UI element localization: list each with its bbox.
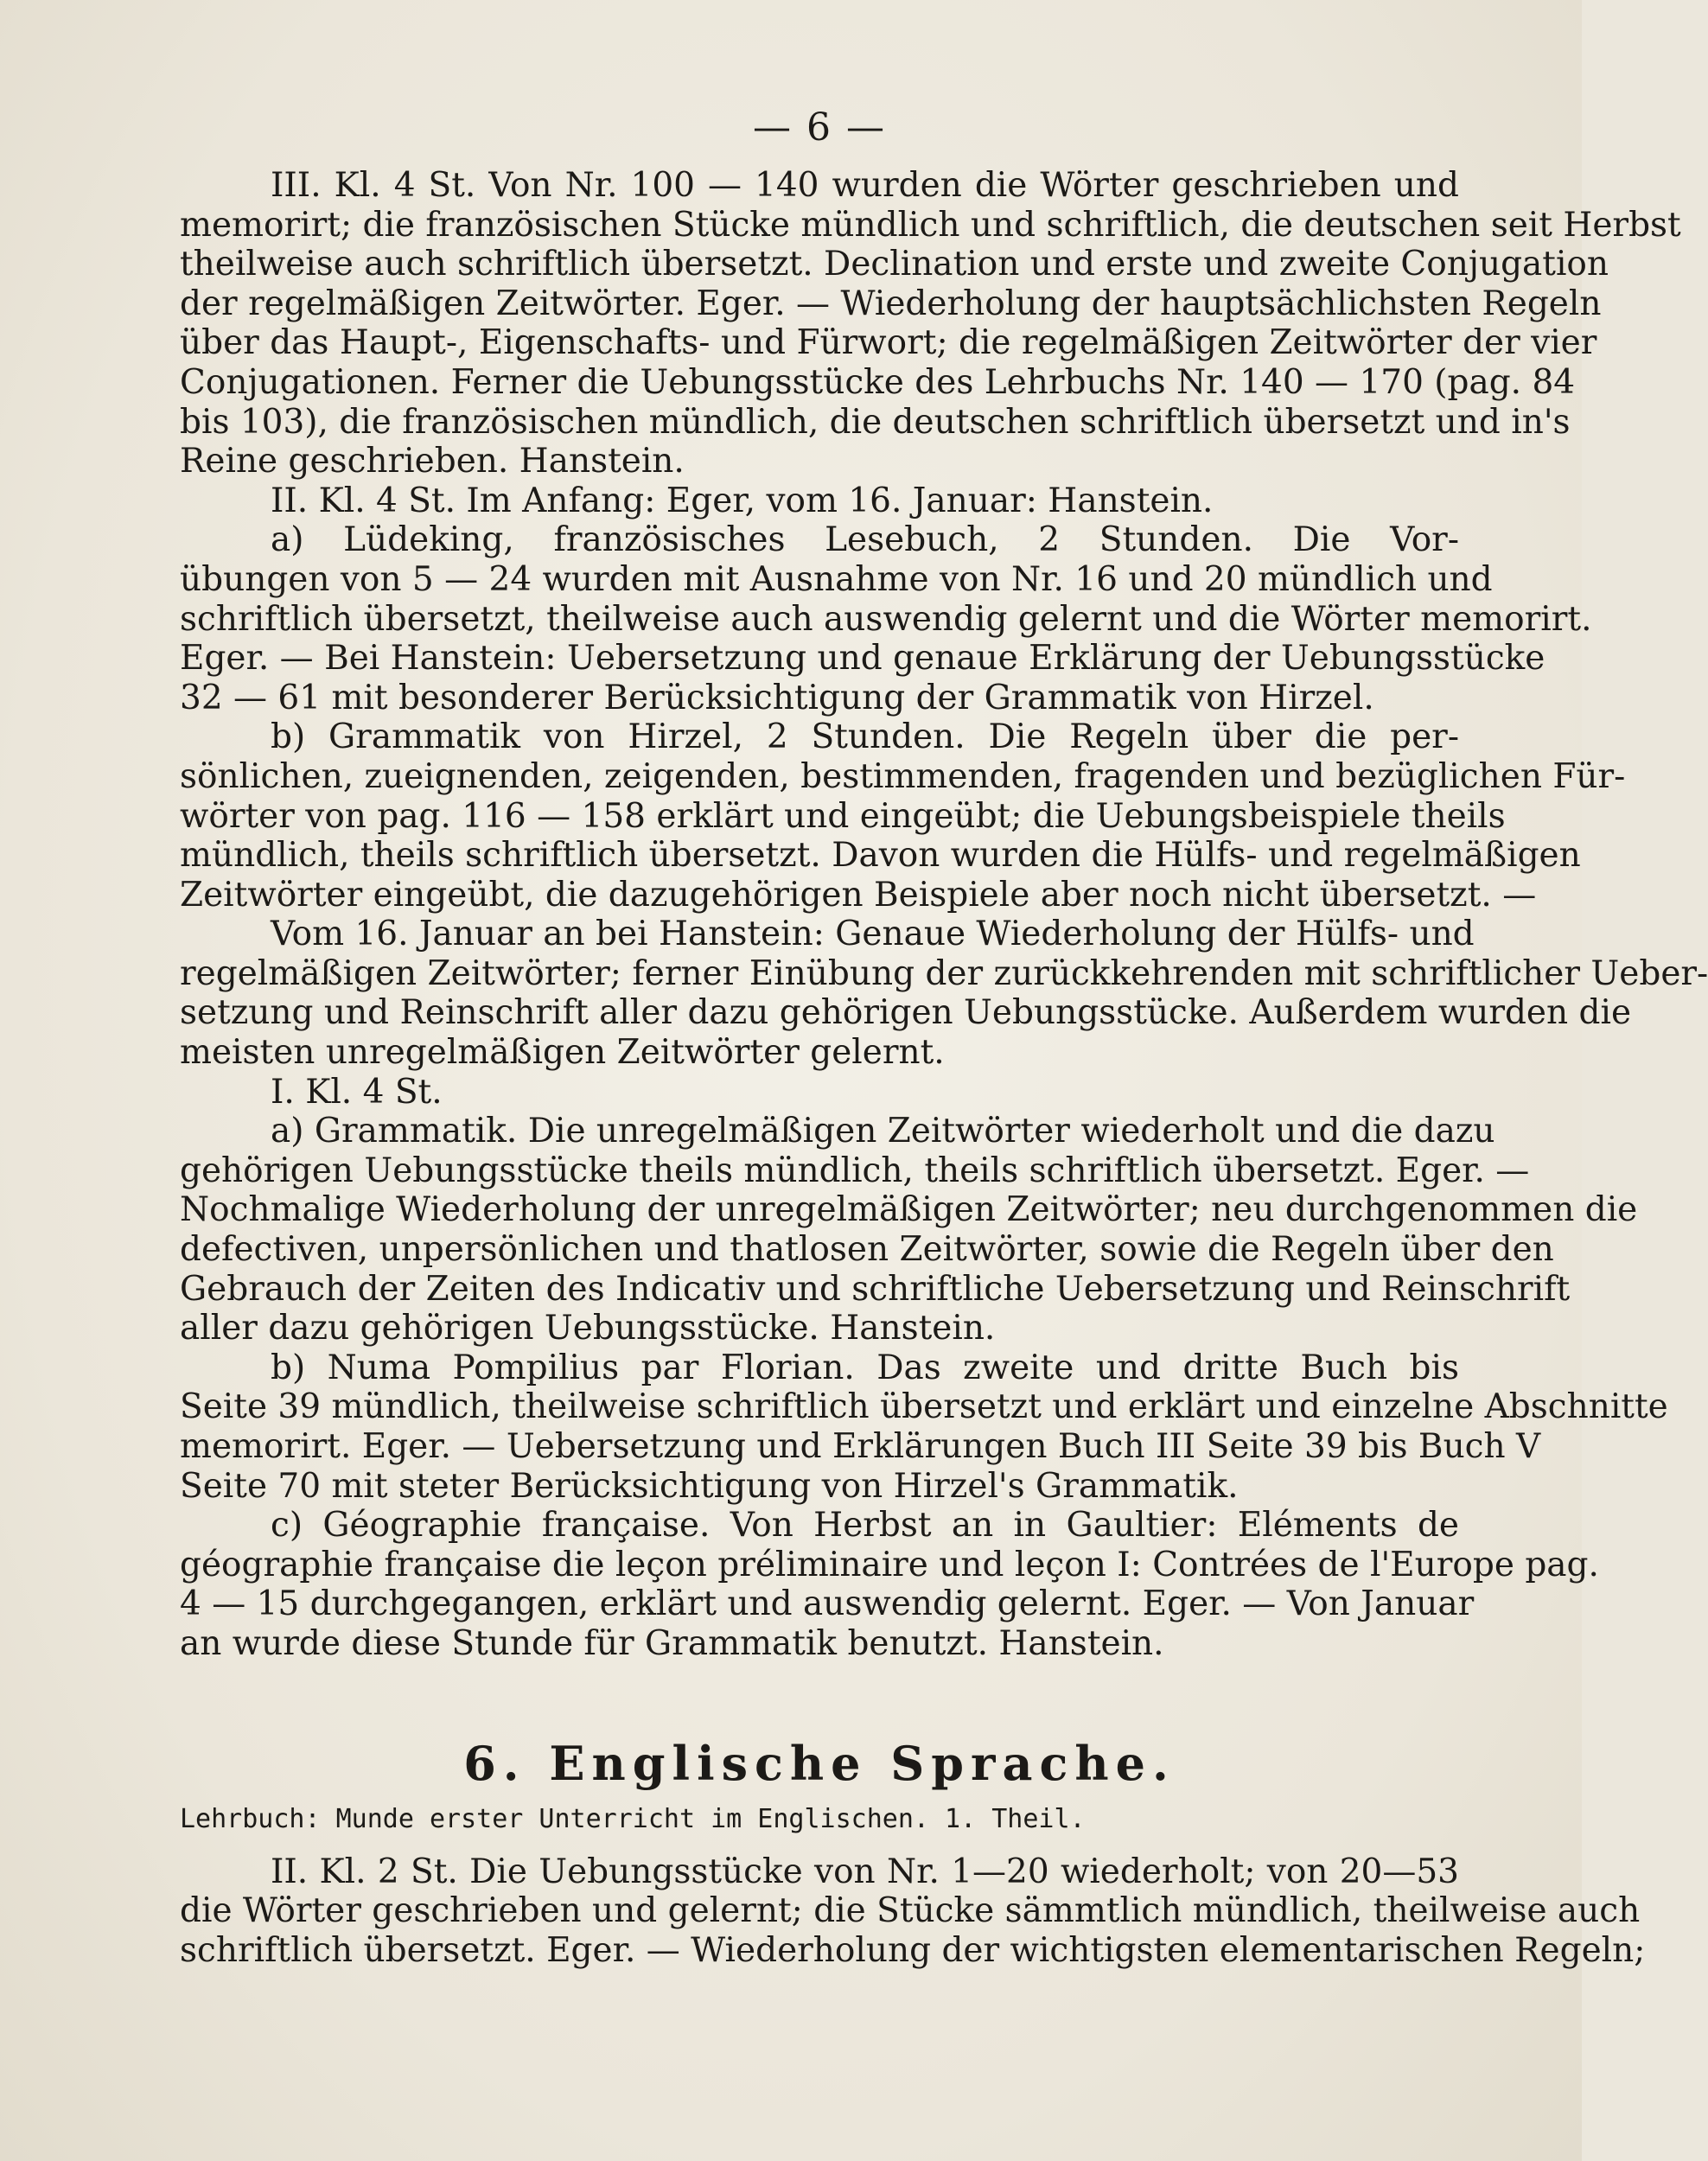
text-line: I. Kl. 4 St. bbox=[271, 1072, 443, 1112]
text-line: Seite 39 mündlich, theilweise schriftlich übersetzt und erklärt und einzelne Abschnitte bbox=[180, 1387, 1668, 1427]
text-line: sönlichen, zueignenden, zeigenden, bestimmenden, fragenden und bezüglichen Für- bbox=[180, 756, 1626, 796]
text-line: wörter von pag. 116 — 158 erklärt und eingeübt; die Uebungsbeispiele theils bbox=[180, 796, 1506, 836]
text-line: an wurde diese Stunde für Grammatik benutzt. Hanstein. bbox=[180, 1623, 1164, 1663]
text-line: III. Kl. 4 St. Von Nr. 100 — 140 wurden die Wörter geschrieben und bbox=[271, 166, 1459, 205]
text-line: b) Grammatik von Hirzel, 2 Stunden. Die Regeln über die per- bbox=[271, 717, 1459, 757]
textbook-line: Lehrbuch: Munde erster Unterricht im Englischen. 1. Theil. bbox=[180, 1803, 1086, 1834]
page-number: — 6 — bbox=[753, 105, 886, 150]
text-line: die Wörter geschrieben und gelernt; die Stücke sämmtlich mündlich, theilweise auch bbox=[180, 1891, 1641, 1931]
text-line: II. Kl. 2 St. Die Uebungsstücke von Nr. 1—20 wiederholt; von 20—53 bbox=[271, 1852, 1459, 1891]
class-ii-paragraph bbox=[180, 481, 1708, 1073]
section-heading: 6. Englische Sprache. bbox=[463, 1735, 1176, 1791]
text-line: bis 103), die französischen mündlich, die deutschen schriftlich übersetzt und in's bbox=[180, 402, 1571, 442]
text-line: a) Grammatik. Die unregelmäßigen Zeitwörter wiederholt und die dazu bbox=[271, 1112, 1495, 1151]
text-line: über das Haupt-, Eigenschafts- und Fürwort; die regelmäßigen Zeitwörter der vier bbox=[180, 323, 1597, 363]
text-line: memorirt; die französischen Stücke mündlich und schriftlich, die deutschen seit Herbst bbox=[180, 205, 1681, 245]
text-line: c) Géographie française. Von Herbst an in Gaultier: Eléments de bbox=[271, 1506, 1459, 1546]
text-line: theilweise auch schriftlich übersetzt. Declination und erste und zweite Conjugation bbox=[180, 245, 1609, 284]
text-line: schriftlich übersetzt. Eger. — Wiederholung der wichtigsten elementarischen Regeln; bbox=[180, 1930, 1646, 1970]
text-line: der regelmäßigen Zeitwörter. Eger. — Wiederholung der hauptsächlichsten Regeln bbox=[180, 284, 1602, 323]
text-line: aller dazu gehörigen Uebungsstücke. Hanstein. bbox=[180, 1309, 996, 1348]
class-iii-paragraph bbox=[180, 166, 1681, 481]
text-line: Vom 16. Januar an bei Hanstein: Genaue Wiederholung der Hülfs- und bbox=[271, 915, 1475, 954]
text-line: Nochmalige Wiederholung der unregelmäßigen Zeitwörter; neu durchgenommen die bbox=[180, 1190, 1638, 1230]
text-line: II. Kl. 4 St. Im Anfang: Eger, vom 16. Januar: Hanstein. bbox=[271, 481, 1214, 520]
text-line: regelmäßigen Zeitwörter; ferner Einübung der zurückkehrenden mit schriftlicher Ueber- bbox=[180, 953, 1708, 993]
text-line: Seite 70 mit steter Berücksichtigung von Hirzel's Grammatik. bbox=[180, 1466, 1239, 1506]
page-content bbox=[180, 102, 1708, 1970]
text-line: memorirt. Eger. — Uebersetzung und Erklärungen Buch III Seite 39 bis Buch V bbox=[180, 1427, 1541, 1466]
text-line: b) Numa Pompilius par Florian. Das zweite und dritte Buch bis bbox=[271, 1348, 1459, 1387]
text-line: meisten unregelmäßigen Zeitwörter gelernt. bbox=[180, 1033, 945, 1073]
text-line: 4 — 15 durchgegangen, erklärt und auswendig gelernt. Eger. — Von Januar bbox=[180, 1584, 1475, 1624]
text-line: Reine geschrieben. Hanstein. bbox=[180, 442, 685, 481]
text-line: Zeitwörter eingeübt, die dazugehörigen Beispiele aber noch nicht übersetzt. — bbox=[180, 875, 1537, 915]
english-class-ii-paragraph bbox=[180, 1852, 1646, 1971]
text-line: géographie française die leçon préliminaire und leçon I: Contrées de l'Europe pag. bbox=[180, 1545, 1599, 1584]
text-line: gehörigen Uebungsstücke theils mündlich, theils schriftlich übersetzt. Eger. — bbox=[180, 1151, 1530, 1190]
text-line: a) Lüdeking, französisches Lesebuch, 2 Stunden. Die Vor- bbox=[271, 520, 1459, 560]
text-line: mündlich, theils schriftlich übersetzt. Davon wurden die Hülfs- und regelmäßigen bbox=[180, 836, 1581, 876]
text-line: Gebrauch der Zeiten des Indicativ und schriftliche Uebersetzung und Reinschrift bbox=[180, 1269, 1571, 1309]
text-line: defectiven, unpersönlichen und thatlosen Zeitwörter, sowie die Regeln über den bbox=[180, 1230, 1554, 1270]
text-line: Conjugationen. Ferner die Uebungsstücke des Lehrbuchs Nr. 140 — 170 (pag. 84 bbox=[180, 362, 1576, 402]
text-line: übungen von 5 — 24 wurden mit Ausnahme von Nr. 16 und 20 mündlich und bbox=[180, 559, 1493, 599]
class-i-paragraph bbox=[180, 1072, 1668, 1664]
text-line: 32 — 61 mit besonderer Berücksichtigung der Grammatik von Hirzel. bbox=[180, 678, 1374, 717]
text-line: setzung und Reinschrift aller dazu gehörigen Uebungsstücke. Außerdem wurden die bbox=[180, 993, 1632, 1033]
text-line: Eger. — Bei Hanstein: Uebersetzung und genaue Erklärung der Uebungsstücke bbox=[180, 639, 1545, 679]
text-line: schriftlich übersetzt, theilweise auch auswendig gelernt und die Wörter memorirt. bbox=[180, 599, 1592, 639]
